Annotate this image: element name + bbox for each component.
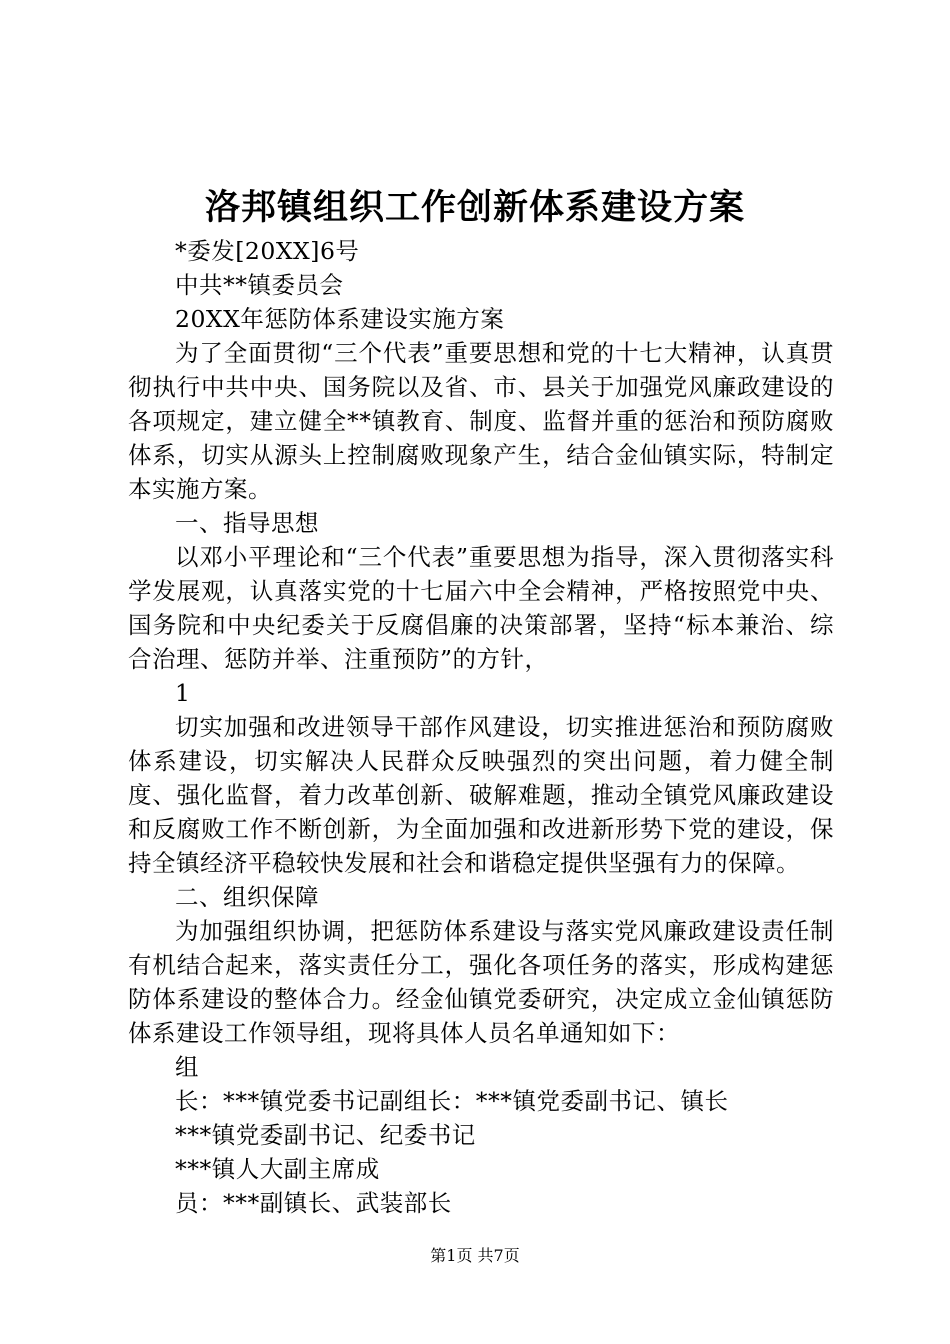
paragraph-issuer: 中共**镇委员会 <box>175 271 344 299</box>
paragraph-group-leader: 长：***镇党委书记副组长：***镇党委副书记、镇长 <box>175 1087 729 1115</box>
paragraph-deputy-secretary: ***镇党委副书记、纪委书记 <box>175 1121 476 1149</box>
paragraph-members: 员：***副镇长、武装部长 <box>175 1189 452 1217</box>
section-heading-organization: 二、组织保障 <box>175 883 319 911</box>
paragraph-doc-number: *委发[20XX]6号 <box>175 237 360 265</box>
document-title: 洛邦镇组织工作创新体系建设方案 <box>204 187 745 228</box>
paragraph-work-style: 切实加强和改进领导干部作风建设，切实推进惩治和预防腐败体系建设，切实解决人民群众反映强烈的突出问题，着力健全制度、强化监督，着力改革创新、破解难题，推动全镇党风廉政建设和反腐败工作不断创新，为全面加强和改进新形势下党的建设，保持全镇经济平稳较快发展和社会和谐稳定提供坚强有力的保障。 <box>128 713 834 877</box>
paragraph-plan-name: 20XX年惩防体系建设实施方案 <box>175 305 505 333</box>
paragraph-marker: 1 <box>175 679 191 707</box>
page-footer: 第1页 共7页 <box>430 1246 520 1265</box>
paragraph-intro: 为了全面贯彻“三个代表”重要思想和党的十七大精神，认真贯彻执行中共中央、国务院以及省、市、县关于加强党风廉政建设的各项规定，建立健全**镇教育、制度、监督并重的惩治和预防腐败体系，切实从源头上控制腐败现象产生，结合金仙镇实际，特制定本实施方案。 <box>128 339 834 503</box>
paragraph-guiding-thought: 以邓小平理论和“三个代表”重要思想为指导，深入贯彻落实科学发展观，认真落实党的十七届六中全会精神，严格按照党中央、国务院和中央纪委关于反腐倡廉的决策部署，坚持“标本兼治、综合治理、惩防并举、注重预防”的方针， <box>128 543 834 673</box>
paragraph-organization: 为加强组织协调，把惩防体系建设与落实党风廉政建设责任制有机结合起来，落实责任分工，强化各项任务的落实，形成构建惩防体系建设的整体合力。经金仙镇党委研究，决定成立金仙镇惩防体系建设工作领导组，现将具体人员名单通知如下： <box>128 917 834 1047</box>
section-heading-guiding-thought: 一、指导思想 <box>175 509 319 537</box>
document-body <box>128 234 834 1220</box>
paragraph-group-label: 组 <box>175 1053 199 1081</box>
paragraph-congress-vice-chair: ***镇人大副主席成 <box>175 1155 380 1183</box>
